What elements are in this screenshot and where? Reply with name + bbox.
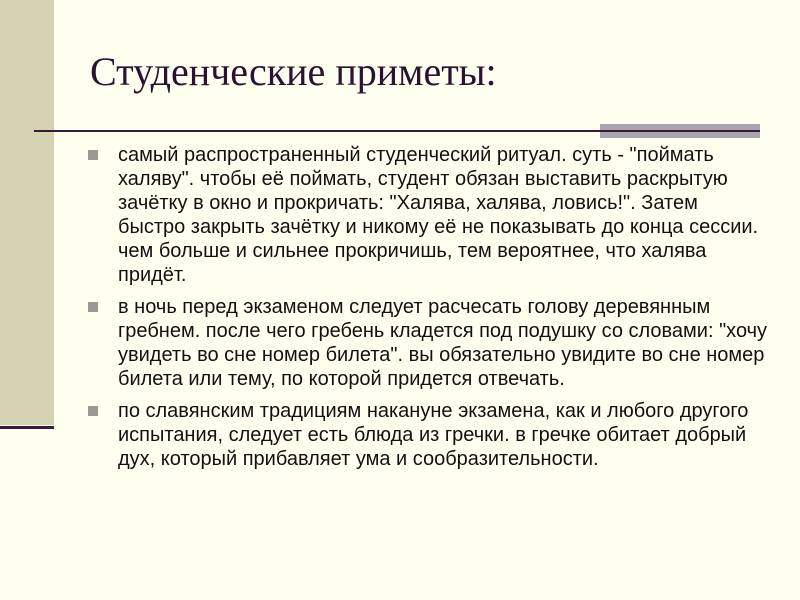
bullet-text: в ночь перед экзаменом следует расчесать голову деревянным гребнем. после чего гребень кладется под подушку со словами: "хочу увидеть во сне номер билета". вы обязательно увидите во сне номер билета или тему, по которой придется отвечать. bbox=[118, 296, 768, 390]
side-decorative-band bbox=[0, 0, 54, 425]
bullet-item bbox=[88, 295, 768, 391]
slide-title: Студенческие приметы: bbox=[90, 49, 497, 94]
bullet-item bbox=[88, 399, 768, 471]
bullet-item bbox=[88, 143, 768, 287]
bullet-text: по славянским традициям накануне экзамена, как и любого другого испытания, следует есть блюда из гречки. в гречке обитает добрый дух, который прибавляет ума и сообразительности. bbox=[118, 400, 749, 470]
square-bullet-icon bbox=[88, 406, 98, 416]
bullet-list bbox=[88, 143, 768, 479]
bullet-text: самый распространенный студенческий ритуал. суть - "поймать халяву". чтобы её поймать, студент обязан выставить раскрытую зачётку в окно и прокричать: "Халява, халява, ловись!". Затем быстро закрыть зачётку и никому её не показывать до конца сессии. чем больше и сильнее прокричишь, тем вероятнее, что халява придёт. bbox=[118, 144, 759, 286]
title-accent-line bbox=[600, 130, 760, 132]
square-bullet-icon bbox=[88, 302, 98, 312]
square-bullet-icon bbox=[88, 150, 98, 160]
side-decorative-rule bbox=[0, 426, 54, 429]
